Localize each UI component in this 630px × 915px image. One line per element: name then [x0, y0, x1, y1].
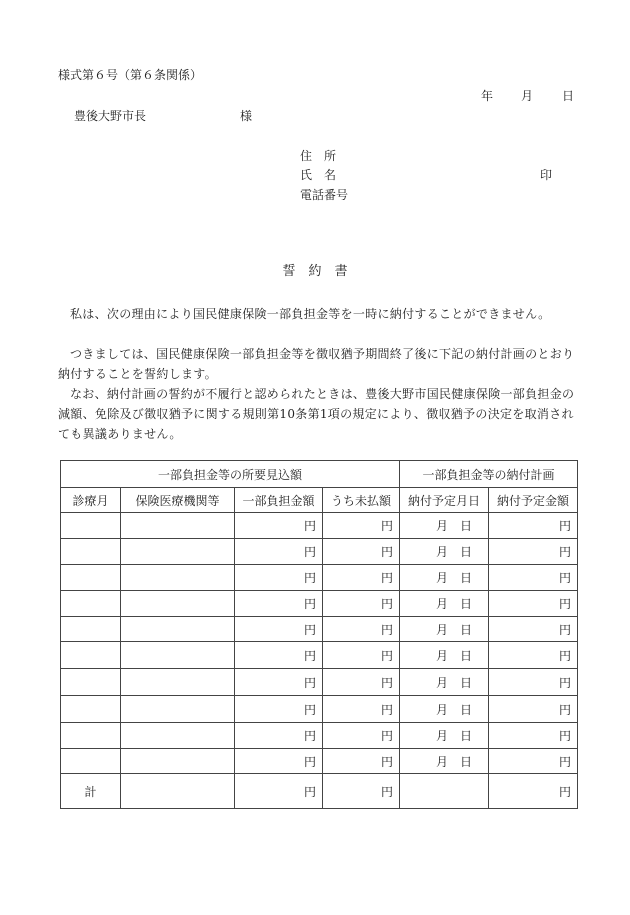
yen-unit: 円	[303, 648, 316, 663]
cell-month[interactable]	[61, 642, 121, 669]
day-unit: 日	[460, 622, 473, 637]
day-unit: 日	[460, 754, 473, 769]
month-unit: 月	[436, 648, 449, 663]
date-month-label: 月	[521, 89, 534, 103]
cell-unpaid-amount[interactable]	[323, 617, 400, 642]
table-row	[61, 539, 578, 565]
table-row	[61, 513, 578, 539]
cell-copay-amount[interactable]	[235, 749, 323, 774]
cell-payment-date[interactable]	[400, 642, 489, 669]
yen-unit: 円	[303, 571, 316, 585]
yen-unit: 円	[559, 702, 572, 717]
form-number-label: 様式第６号（第６条関係）	[58, 68, 203, 82]
cell-institution[interactable]	[121, 539, 235, 565]
yen-unit: 円	[303, 729, 316, 743]
day-unit: 日	[460, 702, 473, 717]
month-unit: 月	[436, 545, 449, 559]
yen-unit: 円	[381, 622, 394, 637]
cell-payment-amount[interactable]	[489, 749, 578, 774]
cell-payment-amount[interactable]	[489, 513, 578, 539]
payment-plan-table	[60, 460, 578, 809]
cell-payment-date[interactable]	[400, 696, 489, 723]
cell-month[interactable]	[61, 669, 121, 696]
day-unit: 日	[460, 729, 473, 743]
cell-unpaid-amount[interactable]	[323, 565, 400, 591]
cell-institution[interactable]	[121, 565, 235, 591]
cell-institution[interactable]	[121, 591, 235, 617]
cell-institution	[121, 774, 235, 809]
cell-unpaid-amount[interactable]	[323, 723, 400, 749]
cell-payment-amount[interactable]	[489, 696, 578, 723]
cell-institution[interactable]	[121, 617, 235, 642]
cell-month[interactable]	[61, 723, 121, 749]
table-row	[61, 565, 578, 591]
table-row	[61, 591, 578, 617]
table-row	[61, 749, 578, 774]
yen-unit: 円	[381, 784, 394, 799]
yen-unit: 円	[381, 519, 394, 533]
yen-unit: 円	[381, 545, 394, 559]
yen-unit: 円	[559, 519, 572, 533]
cell-institution[interactable]	[121, 696, 235, 723]
cell-payment-amount[interactable]	[489, 669, 578, 696]
cell-payment-amount[interactable]	[489, 565, 578, 591]
cell-copay-amount[interactable]	[235, 617, 323, 642]
cell-copay-amount[interactable]	[235, 642, 323, 669]
cell-copay-amount[interactable]	[235, 539, 323, 565]
day-unit: 日	[460, 648, 473, 663]
yen-unit: 円	[303, 545, 316, 559]
col-header-payment-date: 納付予定月日	[400, 488, 489, 513]
col-header-month: 診療月	[61, 488, 121, 513]
cell-month[interactable]	[61, 591, 121, 617]
seal-label: 印	[540, 168, 553, 182]
cell-payment-date[interactable]	[400, 565, 489, 591]
addressee-name: 豊後大野市長	[74, 109, 147, 123]
cell-payment-amount[interactable]	[489, 642, 578, 669]
cell-month[interactable]	[61, 565, 121, 591]
cell-unpaid-amount[interactable]	[323, 696, 400, 723]
col-header-copay-amount: 一部負担金額	[235, 488, 323, 513]
paragraph-pledge: つきましては、国民健康保険一部負担金等を徴収猶予期間終了後に下記の納付計画のとおり納付することを誓約します。	[58, 347, 575, 381]
cell-copay-amount[interactable]	[235, 723, 323, 749]
yen-unit: 円	[559, 622, 572, 637]
cell-month[interactable]	[61, 617, 121, 642]
cell-institution[interactable]	[121, 513, 235, 539]
cell-institution[interactable]	[121, 669, 235, 696]
yen-unit: 円	[303, 622, 316, 637]
day-unit: 日	[460, 597, 473, 611]
cell-payment-date[interactable]	[400, 539, 489, 565]
cell-unpaid-amount[interactable]	[323, 749, 400, 774]
col-header-institution: 保険医療機関等	[121, 488, 235, 513]
cell-institution[interactable]	[121, 642, 235, 669]
day-unit: 日	[460, 571, 473, 585]
cell-payment-date[interactable]	[400, 723, 489, 749]
yen-unit: 円	[559, 784, 572, 799]
month-unit: 月	[436, 702, 449, 717]
table-row	[61, 642, 578, 669]
yen-unit: 円	[381, 648, 394, 663]
col-header-payment-amount: 納付予定金額	[489, 488, 578, 513]
yen-unit: 円	[559, 675, 572, 690]
cell-month[interactable]	[61, 696, 121, 723]
cell-month[interactable]	[61, 539, 121, 565]
cell-unpaid-amount[interactable]	[323, 591, 400, 617]
table-row	[61, 723, 578, 749]
table-row	[61, 696, 578, 723]
cell-payment-amount[interactable]	[489, 539, 578, 565]
paragraph-reason: 私は、次の理由により国民健康保険一部負担金等を一時に納付することができません。	[70, 307, 551, 321]
payment-plan-group-header: 一部負担金等の納付計画	[400, 461, 578, 488]
cell-copay-amount[interactable]	[235, 513, 323, 539]
yen-unit: 円	[381, 571, 394, 585]
yen-unit: 円	[559, 571, 572, 585]
cell-payment-date[interactable]	[400, 669, 489, 696]
total-copay-amount[interactable]	[235, 774, 323, 809]
cell-payment-date[interactable]	[400, 513, 489, 539]
addressee-honorific: 様	[240, 109, 253, 123]
yen-unit: 円	[559, 648, 572, 663]
cell-month[interactable]	[61, 513, 121, 539]
yen-unit: 円	[303, 519, 316, 533]
yen-unit: 円	[381, 729, 394, 743]
month-unit: 月	[436, 754, 449, 769]
month-unit: 月	[436, 729, 449, 743]
cell-payment-amount[interactable]	[489, 617, 578, 642]
cell-unpaid-amount[interactable]	[323, 669, 400, 696]
cell-payment-amount[interactable]	[489, 591, 578, 617]
cell-payment-date[interactable]	[400, 591, 489, 617]
cell-unpaid-amount[interactable]	[323, 642, 400, 669]
yen-unit: 円	[559, 729, 572, 743]
cell-unpaid-amount[interactable]	[323, 539, 400, 565]
table-column-header-row	[61, 488, 578, 513]
estimated-amount-group-header: 一部負担金等の所要見込額	[61, 461, 400, 488]
date-day-label: 日	[562, 89, 575, 103]
day-unit: 日	[460, 545, 473, 559]
yen-unit: 円	[559, 754, 572, 769]
cell-month[interactable]	[61, 749, 121, 774]
table-row	[61, 617, 578, 642]
paragraph-revocation: なお、納付計画の誓約が不履行と認められたときは、豊後大野市国民健康保険一部負担金の減額、免除及び徴収猶予に関する規則第10条第1項の規定により、徴収猶予の決定を取消されても異議ありません。	[58, 387, 575, 441]
cell-institution[interactable]	[121, 723, 235, 749]
cell-institution[interactable]	[121, 749, 235, 774]
table-total-row	[61, 774, 578, 809]
yen-unit: 円	[381, 702, 394, 717]
cell-copay-amount[interactable]	[235, 669, 323, 696]
yen-unit: 円	[303, 754, 316, 769]
document-title: 誓 約 書	[282, 264, 348, 279]
yen-unit: 円	[303, 675, 316, 690]
cell-copay-amount[interactable]	[235, 591, 323, 617]
cell-copay-amount[interactable]	[235, 696, 323, 723]
cell-unpaid-amount[interactable]	[323, 513, 400, 539]
yen-unit: 円	[559, 597, 572, 611]
cell-payment-date	[400, 774, 489, 809]
cell-payment-date[interactable]	[400, 749, 489, 774]
yen-unit: 円	[559, 545, 572, 559]
month-unit: 月	[436, 597, 449, 611]
day-unit: 日	[460, 519, 473, 533]
cell-copay-amount[interactable]	[235, 565, 323, 591]
total-payment-amount[interactable]	[489, 774, 578, 809]
yen-unit: 円	[303, 784, 316, 799]
month-unit: 月	[436, 519, 449, 533]
day-unit: 日	[460, 675, 473, 690]
yen-unit: 円	[381, 754, 394, 769]
col-header-unpaid-amount: うち未払額	[323, 488, 400, 513]
total-label: 計	[61, 774, 121, 809]
applicant-address-label: 住 所	[300, 149, 337, 163]
applicant-phone-label: 電話番号	[300, 188, 349, 202]
month-unit: 月	[436, 675, 449, 690]
total-unpaid-amount[interactable]	[323, 774, 400, 809]
cell-payment-date[interactable]	[400, 617, 489, 642]
yen-unit: 円	[303, 702, 316, 717]
cell-payment-amount[interactable]	[489, 723, 578, 749]
date-year-label: 年	[481, 89, 494, 103]
table-group-header-row	[61, 461, 578, 488]
yen-unit: 円	[381, 675, 394, 690]
yen-unit: 円	[381, 597, 394, 611]
month-unit: 月	[436, 571, 449, 585]
month-unit: 月	[436, 622, 449, 637]
applicant-name-label: 氏 名	[300, 168, 337, 182]
table-row	[61, 669, 578, 696]
yen-unit: 円	[303, 597, 316, 611]
